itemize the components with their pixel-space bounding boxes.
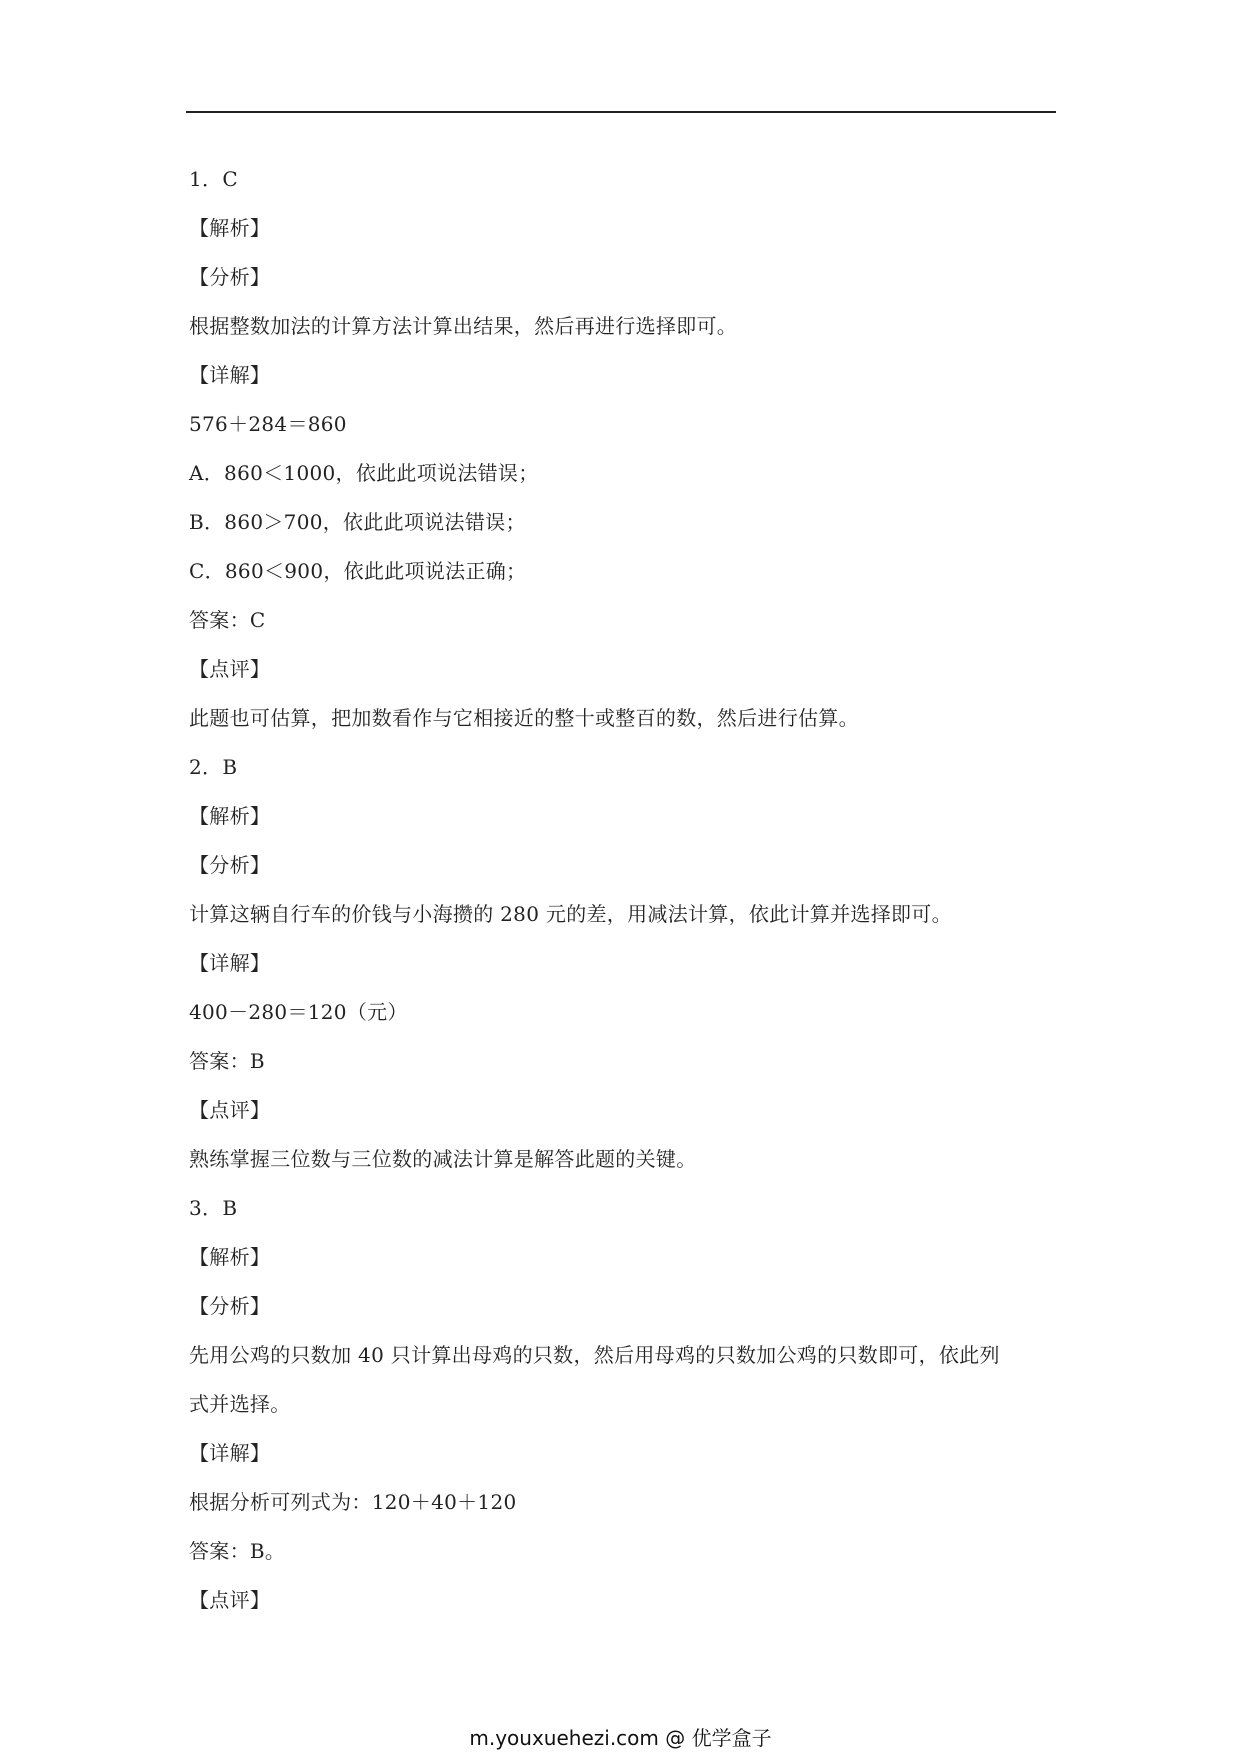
answer-content [189, 155, 1059, 1625]
section-xiangjie: 【详解】 [189, 951, 271, 975]
section-jiexi: 【解析】 [189, 804, 271, 828]
option-b: B．860＞700，依此此项说法错误； [189, 510, 526, 534]
section-fenxi: 【分析】 [189, 1294, 271, 1318]
header-rule [186, 111, 1056, 113]
section-xiangjie: 【详解】 [189, 363, 271, 387]
analysis-text: 先用公鸡的只数加 40 只计算出母鸡的只数，然后用母鸡的只数加公鸡的只数即可，依此列 [189, 1343, 1000, 1367]
answer-text: 答案：B。 [189, 1539, 286, 1563]
footer-watermark: m.youxuehezi.com @ 优学盒子 [469, 1726, 772, 1750]
section-dianping: 【点评】 [189, 1588, 271, 1612]
answer-line-1: 1．C [189, 167, 238, 191]
answer-text: 答案：C [189, 608, 266, 632]
analysis-text: 计算这辆自行车的价钱与小海攒的 280 元的差，用减法计算，依此计算并选择即可。 [189, 902, 952, 926]
section-dianping: 【点评】 [189, 1098, 271, 1122]
calculation: 根据分析可列式为：120＋40＋120 [189, 1490, 517, 1514]
section-dianping: 【点评】 [189, 657, 271, 681]
analysis-text-continued: 式并选择。 [189, 1392, 291, 1416]
calculation: 400－280＝120（元） [189, 1000, 408, 1024]
option-a: A．860＜1000，依此此项说法错误； [189, 461, 539, 485]
comment-text: 此题也可估算，把加数看作与它相接近的整十或整百的数，然后进行估算。 [189, 706, 859, 730]
answer-line-2: 2．B [189, 755, 238, 779]
calculation: 576＋284＝860 [189, 412, 347, 436]
analysis-text: 根据整数加法的计算方法计算出结果，然后再进行选择即可。 [189, 314, 738, 338]
section-fenxi: 【分析】 [189, 265, 271, 289]
section-jiexi: 【解析】 [189, 1245, 271, 1269]
answer-line-3: 3．B [189, 1196, 238, 1220]
answer-text: 答案：B [189, 1049, 265, 1073]
comment-text: 熟练掌握三位数与三位数的减法计算是解答此题的关键。 [189, 1147, 697, 1171]
section-fenxi: 【分析】 [189, 853, 271, 877]
option-c: C．860＜900，依此此项说法正确； [189, 559, 527, 583]
section-xiangjie: 【详解】 [189, 1441, 271, 1465]
section-jiexi: 【解析】 [189, 216, 271, 240]
